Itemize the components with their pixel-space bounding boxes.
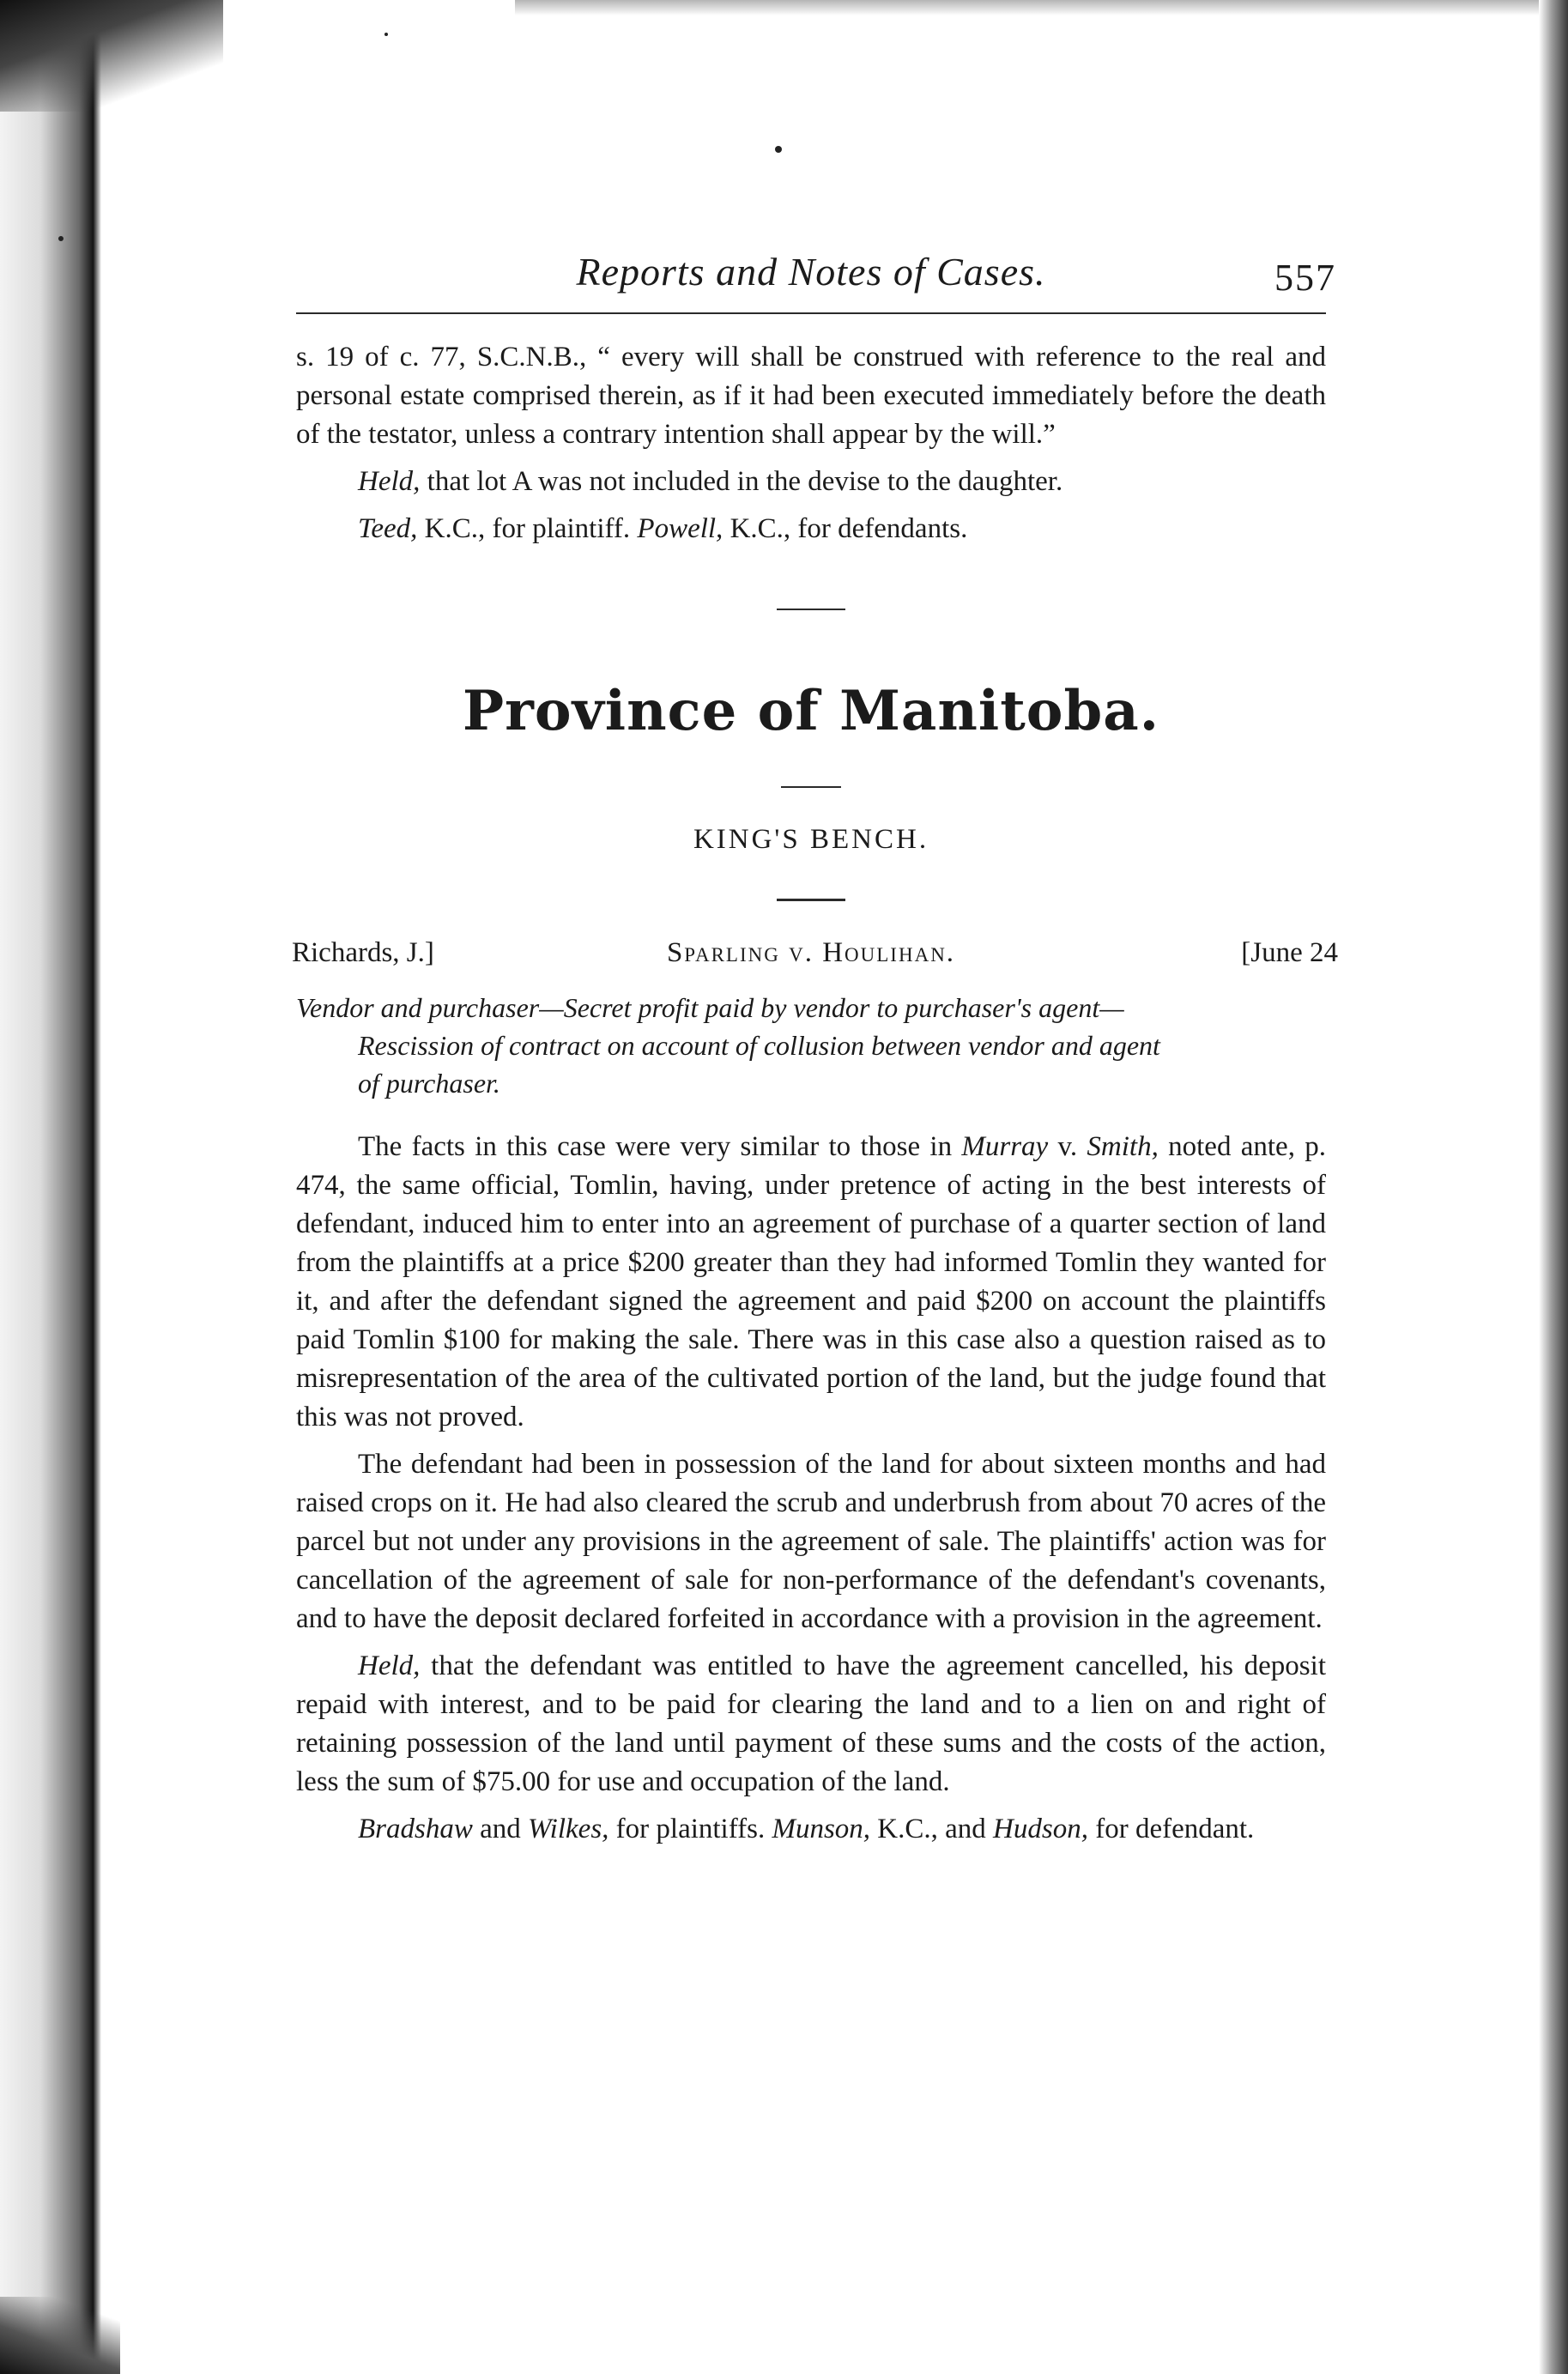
section-divider xyxy=(777,899,845,901)
carryover-held xyxy=(296,463,1326,501)
counsel-name: Powell, xyxy=(637,513,723,544)
scan-shadow-right xyxy=(1539,0,1568,2374)
document-page xyxy=(292,249,1338,1849)
scan-shadow-top-left xyxy=(0,0,223,112)
body-text: The facts in this case were very similar to those in xyxy=(358,1131,962,1162)
body-paragraph-facts xyxy=(296,1128,1326,1437)
judge-name: Richards, J.] xyxy=(292,937,434,968)
headnote-line: Rescission of contract on account of collusion between vendor and agent xyxy=(358,1030,1160,1061)
headnote xyxy=(296,989,1326,1102)
case-date: [June 24 xyxy=(1241,937,1338,968)
body-paragraph-possession: The defendant had been in possession of the land for about sixteen months and had raised crops on it. He had also cleared the scrub and underbrush from about 70 acres of the parcel but not under any provisions in the agreement of sale. The plaintiffs' action was for cancellation of the agreement of sale for non-performance of the defendant's covenants, and to have the deposit declared forfeited in accordance with a provision in the agreement. xyxy=(296,1449,1326,1634)
header-rule xyxy=(296,312,1326,314)
running-title: Reports and Notes of Cases. xyxy=(576,250,1046,294)
body-paragraph-counsel xyxy=(296,1810,1326,1849)
scan-shadow-bottom-left xyxy=(0,2297,120,2374)
body-text: for defendant. xyxy=(1087,1814,1255,1844)
body-text: K.C., and xyxy=(870,1814,994,1844)
scan-shadow-top xyxy=(515,0,1568,15)
body-text: v. xyxy=(1048,1131,1087,1162)
case-name: Sparling v. Houlihan. xyxy=(666,937,956,968)
counsel-name: Munson, xyxy=(772,1814,871,1844)
carryover-paragraph: s. 19 of c. 77, S.C.N.B., “ every will shall be construed with reference to the real and personal estate comprised therein, as if it had been executed immediately before the death of the testator, unless a contrary intention shall appear by the will.” xyxy=(296,342,1326,450)
counsel-name: Teed, xyxy=(358,513,418,544)
court-heading: KING'S BENCH. xyxy=(693,824,929,855)
headnote-line: Vendor and purchaser—Secret profit paid by vendor to purchaser's agent— xyxy=(296,992,1124,1023)
counsel-text: K.C., for plaintiff. xyxy=(417,513,638,544)
held-label: Held, xyxy=(358,1650,421,1681)
headnote-line: of purchaser. xyxy=(358,1068,500,1099)
held-text: that lot A was not included in the devise to the daughter. xyxy=(420,466,1063,497)
section-divider xyxy=(777,609,845,610)
case-citation: Murray xyxy=(961,1131,1049,1162)
held-text: that the defendant was entitled to have the agreement cancelled, his deposit repaid with interest, and to be paid for clearing the land and to a lien on and right of retaining possession of the land until payment of these sums and the costs of the action, less the sum of $75.00 for use and occupation of the land. xyxy=(296,1650,1326,1797)
case-caption xyxy=(292,937,1338,989)
carryover-counsel xyxy=(296,510,1326,548)
body-text: noted ante, p. 474, the same official, Tomlin, having, under pretence of acting in the best interests of defendant, induced him to enter into an agreement of purchase of a quarter section of land from the plaintiffs at a price $200 greater than they had informed Tomlin they wanted for it, and after the defendant signed the agreement and paid $200 on account the plaintiffs paid Tomlin $100 for making the sale. There was in this case also a question raised as to misrepresentation of the area of the cultivated portion of the land, but the judge found that this was not proved. xyxy=(296,1131,1326,1432)
counsel-name: Hudson, xyxy=(993,1814,1088,1844)
speck xyxy=(58,236,64,241)
section-divider xyxy=(781,786,841,788)
scan-shadow-left xyxy=(0,0,101,2374)
page-number: 557 xyxy=(1274,257,1336,299)
body-paragraph-held xyxy=(296,1647,1326,1802)
body-text: for plaintiffs. xyxy=(608,1814,772,1844)
speck xyxy=(384,33,388,36)
running-header xyxy=(296,249,1336,309)
counsel-name: Wilkes, xyxy=(528,1814,609,1844)
counsel-text: K.C., for defendants. xyxy=(723,513,968,544)
speck xyxy=(775,146,782,153)
body-text: and xyxy=(472,1814,529,1844)
held-label: Held, xyxy=(358,466,421,497)
case-citation: Smith, xyxy=(1087,1131,1159,1162)
counsel-name: Bradshaw xyxy=(358,1814,473,1844)
province-heading: Province of Manitoba. xyxy=(463,679,1159,743)
